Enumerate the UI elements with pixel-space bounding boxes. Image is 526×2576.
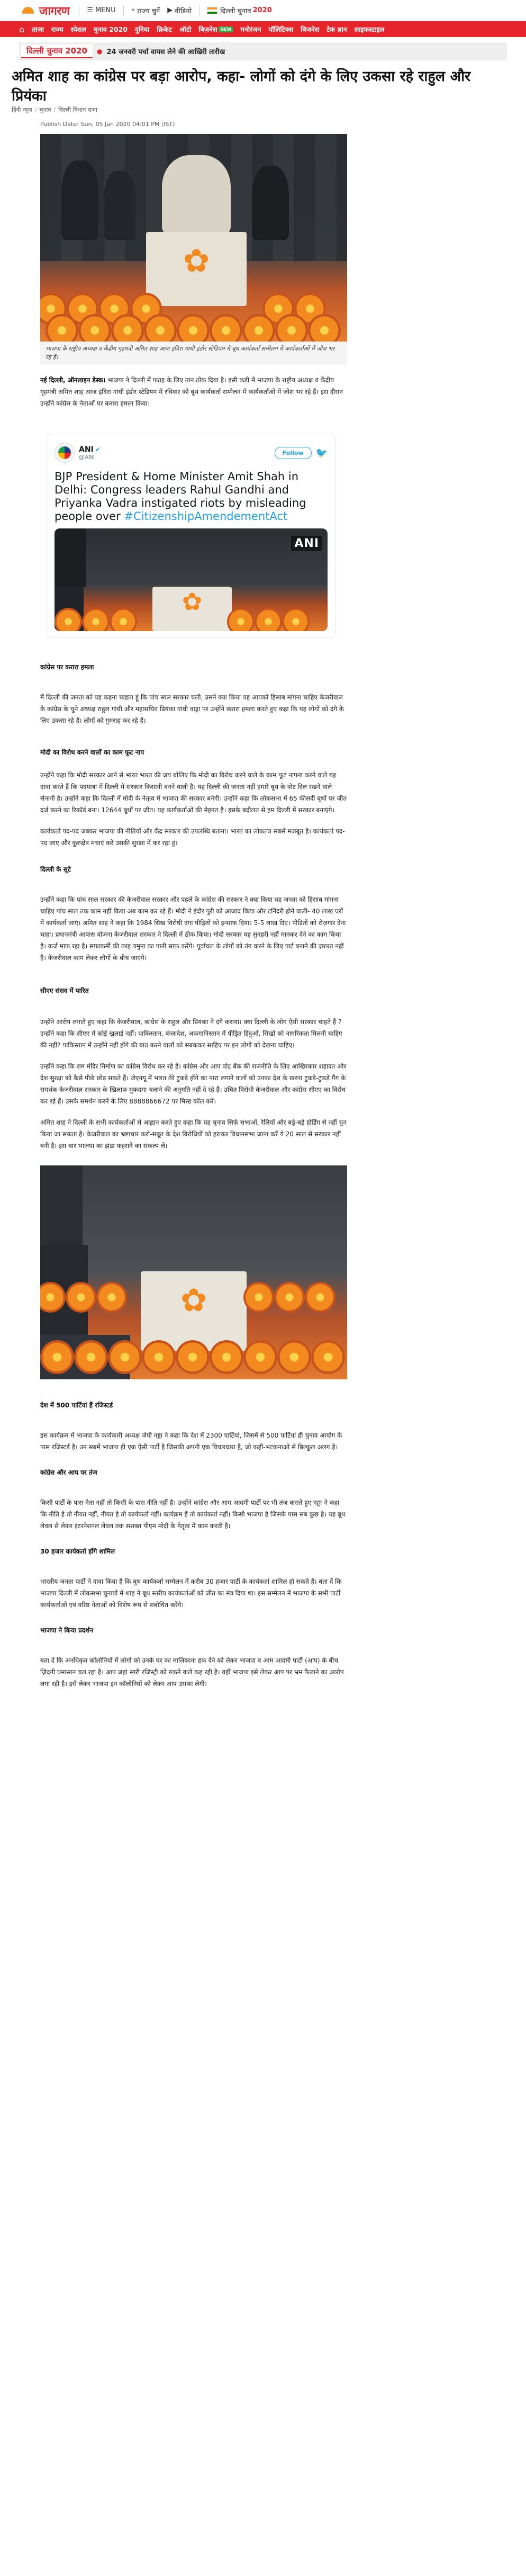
section-paragraph: अमित शाह ने दिल्ली के सभी कार्यकर्ताओं से आह्वान करते हुए कहा कि यह चुनाव सिर्फ सभाओं, रैलियों और बड़े-बड़े होर्डिंग से नहीं चुन किया जा सकता है। केजरीवाल का भ्रष्टाचार करो-सबूत के देश विरोधियों को हराकर विधानसभा जाना करें ये 20 साल से सरकार नहीं बनी है। इस बार भाजपा का झंडा फहराने का संकल्प लें। [40, 1119, 347, 1150]
flower-decoration [40, 1282, 347, 1313]
bullet-icon: ● [96, 48, 103, 55]
lotus-icon: ✿ [183, 243, 210, 280]
ani-watermark: ANI [291, 536, 322, 551]
ticker-headline[interactable]: 24 जनवरी पर्चा वापस लेने की आखिरी तारीख [106, 48, 225, 56]
tweet-text: BJP President & Home Minister Amit Shah in Delhi: Congress leaders Rahul Gandhi and Priyanka Vadra instigated riots by misleading people over #CitizenshipAmendementAct [55, 470, 306, 523]
election-link[interactable] [207, 6, 272, 15]
ticker-label[interactable]: दिल्ली चुनाव 2020 [21, 44, 93, 58]
section-heading: कांग्रेस और आप पर तंज [40, 1469, 97, 1476]
breadcrumb-separator: / [53, 106, 56, 113]
tweet-hashtag[interactable]: #CitizenshipAmendementAct [124, 510, 288, 523]
lotus-icon: ✿ [180, 1282, 207, 1319]
section-heading: सीएए संसद में पारित [40, 987, 89, 994]
nav-item-entertainment[interactable]: मनोरंजन [240, 25, 261, 33]
ani-avatar[interactable] [55, 443, 75, 463]
section-paragraph: किसी पार्टी के पास नेता नहीं तो किसी के पास नीति नहीं है। उन्होंने कांग्रेस और आम आदमी पार्टी पर भी तंज कसते हुए नड्डा ने कहा कि नीति है तो नीयत नहीं, नीयत है तो कार्यकर्ता नहीं। कार्यक्रम हैं तो कार्यकर्ता नहीं। किसी भाजपा है जिसके पास सब कुछ है। यह बूथ लेवल से लेकर इंटरनेशनल लेवल तक सशक्त पीएम मोदी के नेतृत्व में काम करती है। [40, 1499, 346, 1530]
india-flag-icon [207, 7, 217, 14]
nav-item-states[interactable]: राज्य [51, 25, 64, 33]
section-heading: देश में 500 पार्टियां हैं रजिस्टर्ड [40, 1402, 113, 1409]
new-badge: NEW [219, 26, 233, 32]
nav-item-label: बिज़नेस [198, 25, 217, 33]
hero-caption: भाजपा के राष्ट्रीय अध्यक्ष व केंद्रीय गृहमंत्री अमित शाह आज इंदिरा गांधी इंडोर स्टेडियम में बूथ कार्यकर्ता सम्मेलन में कार्यकर्ताओं में जोश भर रहे हैं। [40, 342, 347, 365]
embedded-tweet[interactable] [47, 434, 335, 638]
article-headline: अमित शाह का कांग्रेस पर बड़ा आरोप, कहा- लोगों को दंगे के लिए उकसा रहे राहुल और प्रियंका [12, 68, 471, 104]
top-bar [0, 0, 526, 21]
publish-label: Publish Date: [40, 121, 79, 128]
breadcrumb [12, 106, 507, 113]
divider [123, 5, 124, 16]
person-figure [104, 171, 135, 240]
hero-image [40, 134, 347, 342]
breadcrumb-election[interactable]: चुनाव [39, 106, 51, 113]
location-label: राज्य चुनें [137, 7, 160, 15]
section-paragraph: भारतीय जनता पार्टी ने दावा किया है कि बूथ कार्यकर्ता सम्मेलन में करीब 30 हजार पार्टी के कार्यकर्ता शामिल हो सकते हैं। बता दें कि भाजपा दिल्ली में लोकसभा चुनावों में शाह ने बूथ स्तरीय कार्यकर्ताओं को जीत का मंत्र दिया था। इस सम्मेलन में भाजपा के सभी पार्टी कार्यकर्ताओं एवं वरिष्ठ नेताओं को विशेष रूप से संबोधित करेंगे। [40, 1578, 342, 1609]
intro-text: भाजपा ने दिल्ली में फतह के लिए तान ठोक दिया है। इसी कड़ी में भाजपा के राष्ट्रीय अध्यक्ष व केंद्रीय गृहमंत्री अमित शाह आज इंदिरा गांधी इंडोर स्टेडियम में रविवार को बूथ कार्यकर्ता सम्मेलन में कार्यकर्ताओं में जोश भर रहे हैं। इस दौरान उन्होंने कांग्रेस के नेताओं पर करारा हमला किया। [40, 376, 343, 407]
flower-decoration [55, 608, 328, 631]
person-figure [40, 1165, 83, 1245]
section-paragraph: इस कार्यक्रम में भाजपा के कार्यकारी अध्यक्ष जेपी नड्डा ने कहा कि देश में 2300 पार्टियां, जिसमें से 500 पार्टियां ही चुनाव आयोग के पास रजिस्टर्ड है। उन सबमें भाजपा ही एक ऐसी पार्टी है जिसकी अपनी एक विचारधारा है, जो कहीं-भटकनाओं से बिल्कुल अलग है। [40, 1432, 342, 1451]
news-ticker [19, 42, 507, 60]
location-pin-icon: ⌖ [131, 6, 135, 14]
nav-item-business-new[interactable] [198, 25, 233, 34]
speaker-figure [162, 155, 231, 235]
play-icon: ▶ [167, 6, 173, 14]
section-paragraph: उन्होंने आरोप लगाते हुए कहा कि केजरीवाल, कांग्रेस के राहुल और प्रियंका ने दंगे कराया। क्या दिल्ली के लोग ऐसी सरकार चाहते हैं ? उन्होंने कहा कि सीएए में कोई खुलाई नहीं। पाकिस्तान, बंग्लादेश, अफगानिस्तान में पीड़ित हिंदुओं, सिखों को नागरिकता मिलनी चाहिए की नहीं? पाकिस्तान में उन्होंने नहीं होंगे की बात करने वालों को सबककर साहिए पर इन लोगों को देखना चाहिए। [40, 1018, 342, 1049]
article [0, 67, 526, 1690]
hamburger-icon: ☰ [87, 6, 93, 14]
nav-item-world[interactable]: दुनिया [134, 25, 150, 33]
tweet-author [79, 445, 275, 461]
verified-icon: ✔ [95, 445, 101, 453]
nav-item-auto[interactable]: ऑटो [179, 25, 192, 33]
home-icon[interactable]: ⌂ [19, 24, 25, 34]
twitter-bird-icon[interactable]: 🐦 [315, 447, 328, 459]
publish-info [40, 121, 507, 128]
section-paragraph: उन्होंने कहा कि राम मंदिर निर्माण का कांग्रेस विरोध कर रहे हैं। कांग्रेस और आप वोट बैंक की राजनीति के लिए आखिरकार शहादत और देश सुरक्षा को कैसे पीछे छोड़ सकते हैं। जेएनयू में भारत तेरे टुकड़े होंगे का नारा लगाने वालों को उनका देश के खरना टुकड़े-टुकड़े गैंग के समर्थक केजरीवाल सरकार के खिलाफ मुकदमा चलाने की अनुमति नहीं दे रहे हैं। उचित विरोधी केजरीवाल और कांग्रेस सीएए का विरोध कर रहे हैं। उसके समर्थन करने के लिए 8888866672 पर मिस्ड कॉल करें। [40, 1063, 347, 1105]
publish-date: Sun, 05 Jan 2020 04:01 PM (IST) [80, 121, 175, 128]
section-paragraph: कार्यकर्ता पद-पद जबकर भाजपा की नीतियों और केंद्र सरकार की उपलब्धि बताना। भारत का लोकतंत्र सबसे मजबूत है। कार्यकर्ता पद-पद जाए और कुरुक्षेत्र मचाएं करें उसकी सुरक्षा में कर रहा हूं। [40, 828, 345, 847]
tweet-author-name[interactable]: ANI ✔ [79, 445, 101, 454]
menu-label: MENU [95, 6, 116, 14]
ticker-wrapper [0, 37, 526, 60]
section-heading: मोदी का विरोध करने वालों का काम फूट नाप [40, 749, 144, 756]
section-paragraph: उन्होंने कहा कि पांच साल सरकार की केजरीवाल सरकार और पहले के कांग्रेस की सरकार ने क्या किया यह जनता को हिसाब मांगना चाहिए पांच साल तक काम नहीं किया अब काम कर रहे हैं। मोदी ने इंदौर पुरी को आजाद किया और टनिंदरी होने वाली- 40 लाख घरों में कार्यकर्ता जाएं। अमित शाह ने कहा कि 1984 सिख विरोधी दंगा पीड़ितों को इन्साफ दिया। 5-5 लाख दिए। पीड़ितों को रोज़गार देना चाहा। प्रधानमंत्री आवास योजना केजरीवाल सरकार ने दिल्ली में ठीक किया। मोदी सरकार यह सुनहरी नहीं मानकर देने का काम किया है। कर्ज माफ़ रहा है। सफ़ाकर्मी की तरह यमुना का पानी साफ़ करेंगे। पूर्वांचल के लोगों को तंग करने के लिए पार्ट बनाने की ज़रुरत नहीं है। केजरीवाल काम लेकर लोगों के बीच जाएंगे। [40, 896, 346, 962]
nav-item-business[interactable]: बिजनेस [301, 25, 320, 33]
video-link[interactable] [167, 6, 192, 15]
jagran-logo[interactable] [19, 3, 69, 19]
logo-text: जागरण [39, 4, 70, 18]
election-label: दिल्ली चुनाव [220, 7, 251, 15]
section-heading: दिल्ली के सूटे [40, 866, 71, 873]
section-paragraph: उन्होंने कहा कि मोदी सरकार आने से भारत भारत की जय बोलिए कि मोदी का विरोध करने वाले के काम फूट नापना करने वाले यह दावा करते हैं कि पदयात्रा में दिल्ली में सरकार किसानी बनने वाली है। यह दिल्ली की जनता नहीं हमारे बूथ के वोट दिल रखने वाले सेनानी है। उन्होंने कहा कि दिल्ली में मोदी के नेतृत्व में भाजपा की सरकार बनेगी। उन्होंने कहा कि लोकसभा में 65 फीसदी बूथों पर जीत दर्ज करने का रिकॉर्ड बना। 12644 बूथों पर जीत। यह कार्यकर्ताओं की मेहनत है। इसके बदौलत से हम दिल्ली में सरकार बनाएंगे। [40, 771, 347, 814]
nav-item-cricket[interactable]: क्रिकेट [157, 25, 173, 33]
section-heading: 30 हजार कार्यकर्ता होंगे शामिल [40, 1548, 115, 1555]
flower-decoration [40, 1340, 347, 1374]
nav-item-tech[interactable]: टेक ज्ञान [327, 25, 347, 33]
follow-button[interactable]: Follow [275, 447, 312, 459]
nav-item-special[interactable]: स्पेशल [70, 25, 86, 33]
lotus-icon: ✿ [182, 587, 203, 616]
section-heading: भाजपा ने किया प्रदर्शन [40, 1627, 93, 1634]
election-year: 2020 [252, 6, 272, 14]
person-figure [252, 166, 289, 240]
dateline: नई दिल्ली, ऑनलाइन डेस्क। [40, 376, 106, 384]
nav-item-politics[interactable]: पॉलिटिक्स [268, 25, 294, 33]
main-nav [0, 21, 526, 37]
section-heading: कांग्रेस पर करारा हमला [40, 663, 94, 671]
nav-item-latest[interactable]: ताजा [32, 25, 44, 33]
section-paragraph: मैं दिल्ली की जनता को यह कहना चाहता हूं कि पांच साल सरकार चली, उसने क्या किया यह आपको हिसाब मांगना चाहिए केजरीवाल के कांग्रेस के चुने अध्यक्ष राहुल गांधी और महासचिव प्रियंका गांधी वाड्रा पर उन्होंने करारा हमला करते हुए कहा कि यह लोगों को दंगे के लिए उकसा रहे हैं। लोगों को गुमराह कर रहे हैं। [40, 694, 344, 724]
breadcrumb-delhi[interactable]: दिल्ली विधान सभा [58, 106, 97, 113]
sun-logo-icon [19, 5, 37, 16]
nav-item-lifestyle[interactable]: लाइफस्टाइल [354, 25, 385, 33]
nav-item-election[interactable]: चुनाव 2020 [93, 25, 128, 33]
breadcrumb-separator: / [34, 106, 37, 113]
video-label: वीडियो [175, 7, 192, 15]
tweet-header [55, 443, 328, 463]
person-figure [61, 160, 98, 240]
article-image [40, 1165, 347, 1379]
breadcrumb-home[interactable]: हिंदी न्यूज़ [12, 106, 32, 113]
flower-decoration [40, 314, 347, 342]
section-paragraph: बता दें कि अनधिकृत कॉलोनियों में लोगों को उनके घर का मालिकाना हक देने को लेकर भाजपा व आम आदमी पार्टी (आप) के बीच ज़िंदगी घमासान चल रहा है। आप जहां सारी रजिस्ट्री को रुकने वाले कह रही है। वहीं भाजपा इसे लेकर आप पर भ्रम फैलाने का आरोप लगा रही है। इसे लेकर भाजपा इन कॉलोनियों को लेकर आप उसका लेगी। [40, 1657, 344, 1688]
intro-paragraph [40, 374, 347, 409]
tweet-handle[interactable]: @ANI [79, 453, 95, 461]
tweet-media[interactable] [55, 528, 328, 631]
menu-button[interactable] [87, 6, 115, 14]
location-selector[interactable] [131, 6, 160, 15]
person-figure [55, 528, 86, 587]
